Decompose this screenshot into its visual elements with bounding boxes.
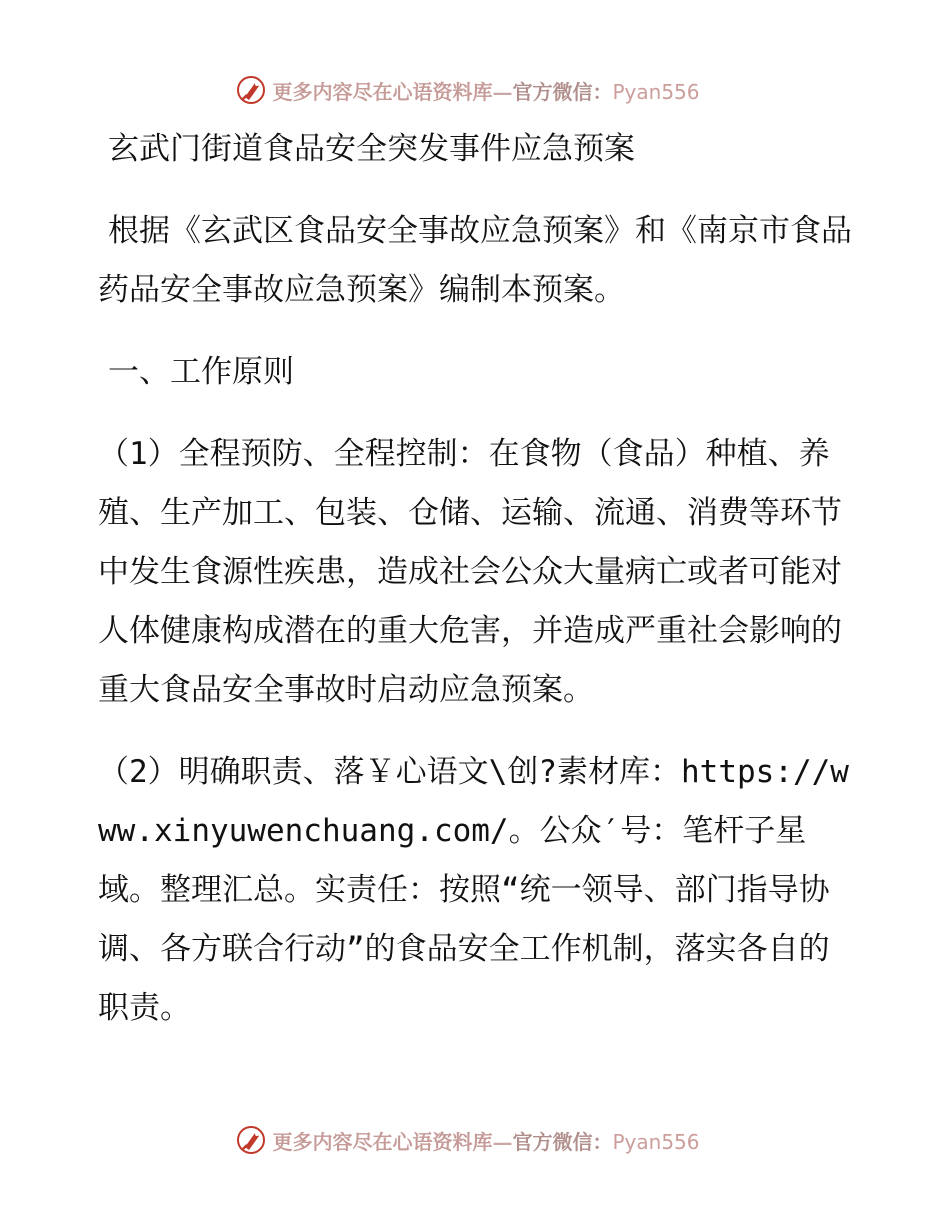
watermark-wechat-id: Pyan556 — [612, 1129, 700, 1154]
watermark-main-text: 更多内容尽在心语资料库 — [272, 79, 493, 104]
watermark-text — [272, 1126, 699, 1155]
intro-paragraph — [98, 202, 858, 320]
intro-text: 根据《玄武区食品安全事故应急预案》和《南京市食品药品安全事故应急预案》编制本预案。 — [98, 213, 852, 308]
watermark-wechat-label: 官方微信： — [512, 79, 613, 104]
section-heading-principles: 一、工作原则 — [108, 354, 294, 390]
pen-nib-logo-icon — [236, 1125, 266, 1155]
watermark-text — [272, 76, 699, 105]
pen-nib-logo-icon — [236, 75, 266, 105]
document-body — [98, 120, 858, 1038]
footer-watermark-banner — [0, 1120, 950, 1160]
principle-2-paragraph — [98, 743, 858, 1038]
header-watermark-banner — [0, 70, 950, 110]
watermark-wechat-label: 官方微信： — [512, 1129, 613, 1154]
principle-1-text: （1）全程预防、全程控制：在食物（食品）种植、养殖、生产加工、包装、仓储、运输、流通、消费等环节中发生食源性疾患，造成社会公众大量病亡或者可能对人体健康构成潜在的重大危害，并造成严重社会影响的重大食品安全事故时启动应急预案。 — [98, 436, 842, 708]
watermark-main-text: 更多内容尽在心语资料库 — [272, 1129, 493, 1154]
watermark-dash: — — [492, 1129, 513, 1154]
principle-2-text: （2）明确职责、落￥心语文\创?素材库：https://www.xinyuwenchuang.com/。公众′号：笔杆子星域。整理汇总。实责任：按照“统一领导、部门指导协调、各方联合行动”的食品安全工作机制，落实各自的职责。 — [98, 754, 849, 1026]
document-title: 玄武门街道食品安全突发事件应急预案 — [108, 131, 635, 167]
watermark-dash: — — [492, 79, 513, 104]
watermark-wechat-id: Pyan556 — [612, 79, 700, 104]
principle-1-paragraph — [98, 425, 858, 720]
